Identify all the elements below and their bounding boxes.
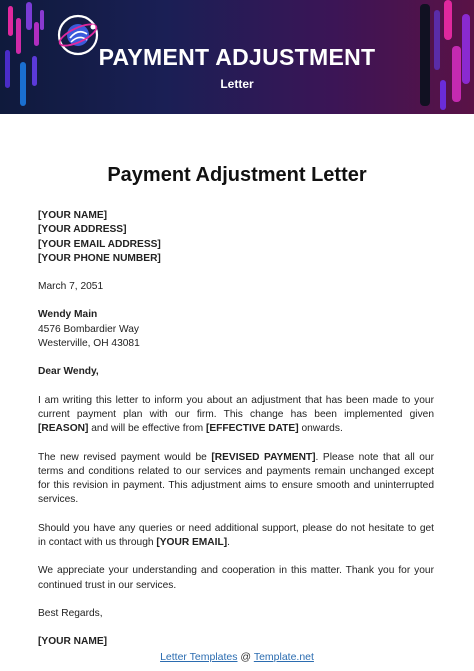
decor-bar (8, 6, 13, 36)
paragraph-1-text-c: and will be effective from (88, 423, 206, 435)
recipient-name: Wendy Main (38, 309, 98, 321)
letter-templates-link[interactable]: Letter Templates (160, 651, 238, 663)
letter-body (38, 209, 434, 650)
paragraph-2 (38, 451, 434, 508)
paragraph-2-text-c: . Please note that all our terms and conditions related to our services and payments remain unchanged except for this revision in payment. This adjustment aims to ensure smooth and uninterrupted services. (38, 451, 434, 506)
sender-email: [YOUR EMAIL ADDRESS] (38, 238, 161, 250)
recipient-city: Westerville, OH 43081 (38, 338, 140, 350)
paragraph-1-text-a: I am writing this letter to inform you about an adjustment that has been made to your current payment plan with our firm. This change has been implemented given (38, 394, 434, 420)
paragraph-4: We appreciate your understanding and cooperation in this matter. Thank you for your continued trust in our services. (38, 565, 434, 591)
decor-bar (444, 0, 452, 40)
footer (0, 651, 474, 663)
sender-block (38, 209, 434, 266)
document-title: Payment Adjustment Letter (107, 164, 367, 186)
header-banner (0, 0, 474, 114)
decor-bar (40, 10, 44, 30)
decor-bar (34, 22, 39, 46)
decor-bar (26, 2, 32, 30)
recipient-block (38, 308, 434, 351)
sender-name: [YOUR NAME] (38, 210, 108, 221)
recipient-street: 4576 Bombardier Way (38, 323, 139, 335)
reason-placeholder: [REASON] (38, 423, 89, 435)
letter-date: March 7, 2051 (38, 281, 104, 293)
template-net-link[interactable]: Template.net (253, 651, 314, 663)
paragraph-2-text-a: The new revised payment would be (38, 451, 212, 463)
paragraph-3-text-a: Should you have any queries or need additional support, please do not hesitate to get in contact with us through (38, 522, 434, 549)
revised-payment-placeholder: [REVISED PAYMENT] (211, 451, 316, 463)
banner-title: PAYMENT ADJUSTMENT (98, 44, 376, 70)
sender-phone: [YOUR PHONE NUMBER] (38, 252, 161, 264)
paragraph-1-text-e: onwards. (298, 423, 343, 435)
signature: [YOUR NAME] (38, 636, 108, 648)
effective-date-placeholder: [EFFECTIVE DATE] (205, 423, 299, 435)
salutation: Dear Wendy, (38, 366, 99, 378)
banner-subtitle: Letter (220, 77, 254, 91)
paragraph-3-text-c: . (227, 537, 230, 549)
footer-separator: @ (237, 651, 254, 663)
sender-address: [YOUR ADDRESS] (38, 224, 127, 236)
email-placeholder: [YOUR EMAIL] (156, 537, 228, 549)
paragraph-3 (38, 522, 434, 551)
closing: Best Regards, (38, 607, 103, 619)
paragraph-1 (38, 394, 434, 437)
